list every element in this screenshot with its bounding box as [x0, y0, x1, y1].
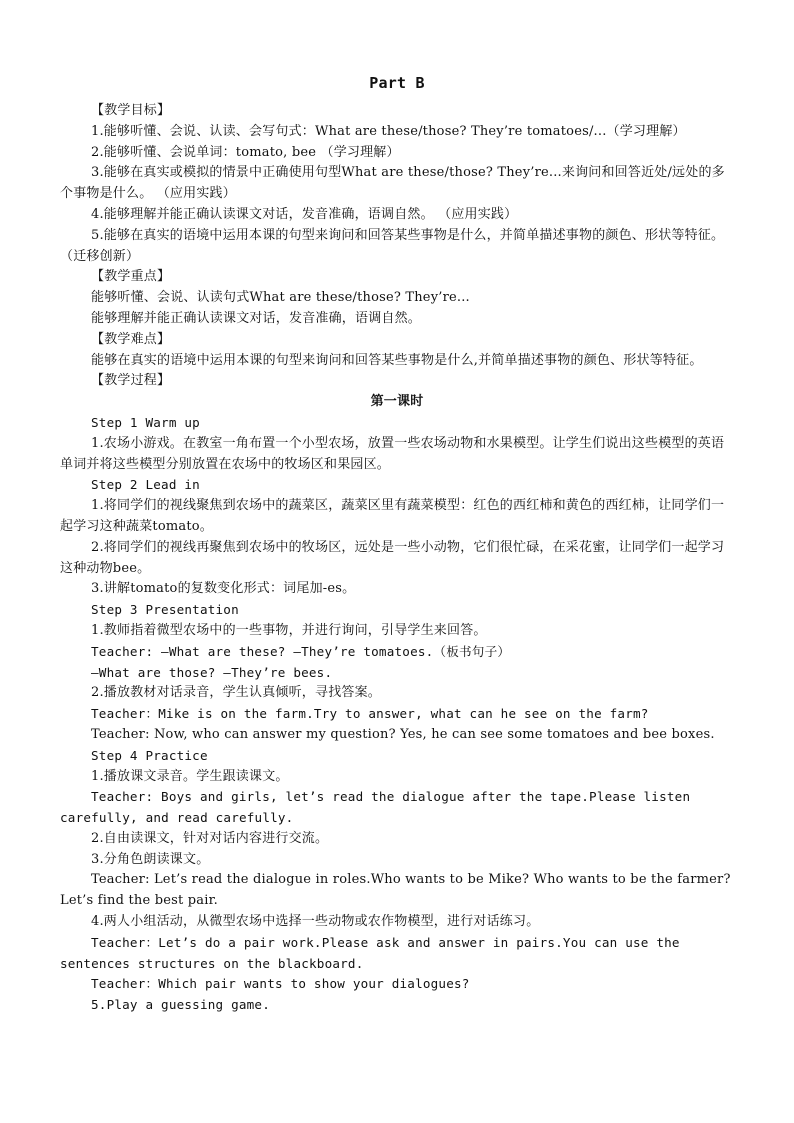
process-heading: 【教学过程】 [91, 373, 171, 389]
step3-dialogue-4: Teacher: Now, who can answer my question? Yes, he can see some tomatoes and bee boxes. [91, 726, 715, 742]
step2-item-2: 2.将同学们的视线再聚焦到农场中的牧场区，远处是一些小动物，它们很忙碌，在采花蜜，让同学们一起学习这种动物bee。 [60, 539, 725, 576]
step3-dialogue-1: Teacher: —What are these? —They’re tomatoes.（板书句子） [91, 643, 511, 659]
step4-item-1: 1.播放课文录音。学生跟读课文。 [91, 768, 289, 784]
step3-item-1: 1.教师指着微型农场中的一些事物，并进行询问，引导学生来回答。 [91, 622, 487, 638]
step3-item-2: 2.播放教材对话录音，学生认真倾听，寻找答案。 [91, 685, 382, 701]
objectives-heading: 【教学目标】 [91, 103, 171, 118]
objective-item-3: 3.能够在真实或模拟的情景中正确使用句型What are these/those? They’re...来询问和回答近处/远处的多个事物是什么。 （应用实践） [60, 165, 725, 202]
step1-item-1: 1.农场小游戏。在教室一角布置一个小型农场，放置一些农场动物和水果模型。让学生们说出这些模型的英语单词并将这些模型分别放置在农场中的牧场区和果园区。 [60, 435, 725, 472]
page-title: Part B [369, 74, 425, 92]
step1-title: Step 1 Warm up [91, 414, 200, 430]
step4-dialogue-4: Teacher：Which pair wants to show your dialogues? [91, 976, 470, 992]
step4-dialogue-3: Teacher：Let’s do a pair work.Please ask and answer in pairs.You can use the sentences structures on the blackboard. [60, 934, 680, 971]
step3-dialogue-3: Teacher：Mike is on the farm.Try to answer, what can he see on the farm? [91, 706, 649, 722]
step4-item-3: 3.分角色朗读课文。 [91, 851, 210, 867]
key-point-item-2: 能够理解并能正确认读课文对话，发音准确，语调自然。 [91, 310, 422, 326]
objective-item-5: 5.能够在真实的语境中运用本课的句型来询问和回答某些事物是什么，并简单描述事物的颜色、形状等特征。 （迁移创新） [60, 227, 725, 264]
step4-title: Step 4 Practice [91, 747, 208, 763]
objective-item-1: 1.能够听懂、会说、认读、会写句式：What are these/those? They’re tomatoes/...（学习理解） [91, 123, 686, 139]
step2-title: Step 2 Lead in [91, 477, 200, 493]
difficulty-item-1: 能够在真实的语境中运用本课的句型来询问和回答某些事物是什么,并简单描述事物的颜色、形状等特征。 [91, 352, 703, 368]
objective-item-2: 2.能够听懂、会说单词：tomato, bee （学习理解） [91, 144, 400, 160]
step4-dialogue-2: Teacher: Let’s read the dialogue in roles.Who wants to be Mike? Who wants to be the farmer? Let’s find the best pair. [60, 872, 731, 909]
key-points-heading: 【教学重点】 [91, 269, 171, 285]
step4-dialogue-1: Teacher: Boys and girls, let’s read the dialogue after the tape.Please listen carefully, and read carefully. [60, 789, 691, 826]
step3-dialogue-2: —What are those? —They’re bees. [91, 664, 333, 680]
step2-item-3: 3.讲解tomato的复数变化形式：词尾加-es。 [91, 581, 356, 597]
step3-title: Step 3 Presentation [91, 602, 239, 618]
lesson-title: 第一课时 [370, 394, 424, 410]
objective-item-4: 4.能够理解并能正确认读课文对话，发音准确，语调自然。 （应用实践） [91, 206, 518, 222]
step2-item-1: 1.将同学们的视线聚焦到农场中的蔬菜区，蔬菜区里有蔬菜模型：红色的西红柿和黄色的西红柿，让同学们一起学习这种蔬菜tomato。 [60, 498, 725, 534]
step4-item-2: 2.自由读课文，针对对话内容进行交流。 [91, 830, 329, 846]
step4-item-4: 4.两人小组活动，从微型农场中选择一些动物或农作物模型，进行对话练习。 [91, 914, 540, 930]
key-point-item-1: 能够听懂、会说、认读句式What are these/those? They’re... [91, 290, 470, 306]
difficulties-heading: 【教学难点】 [91, 331, 171, 347]
step4-item-5: 5.Play a guessing game. [91, 997, 270, 1013]
